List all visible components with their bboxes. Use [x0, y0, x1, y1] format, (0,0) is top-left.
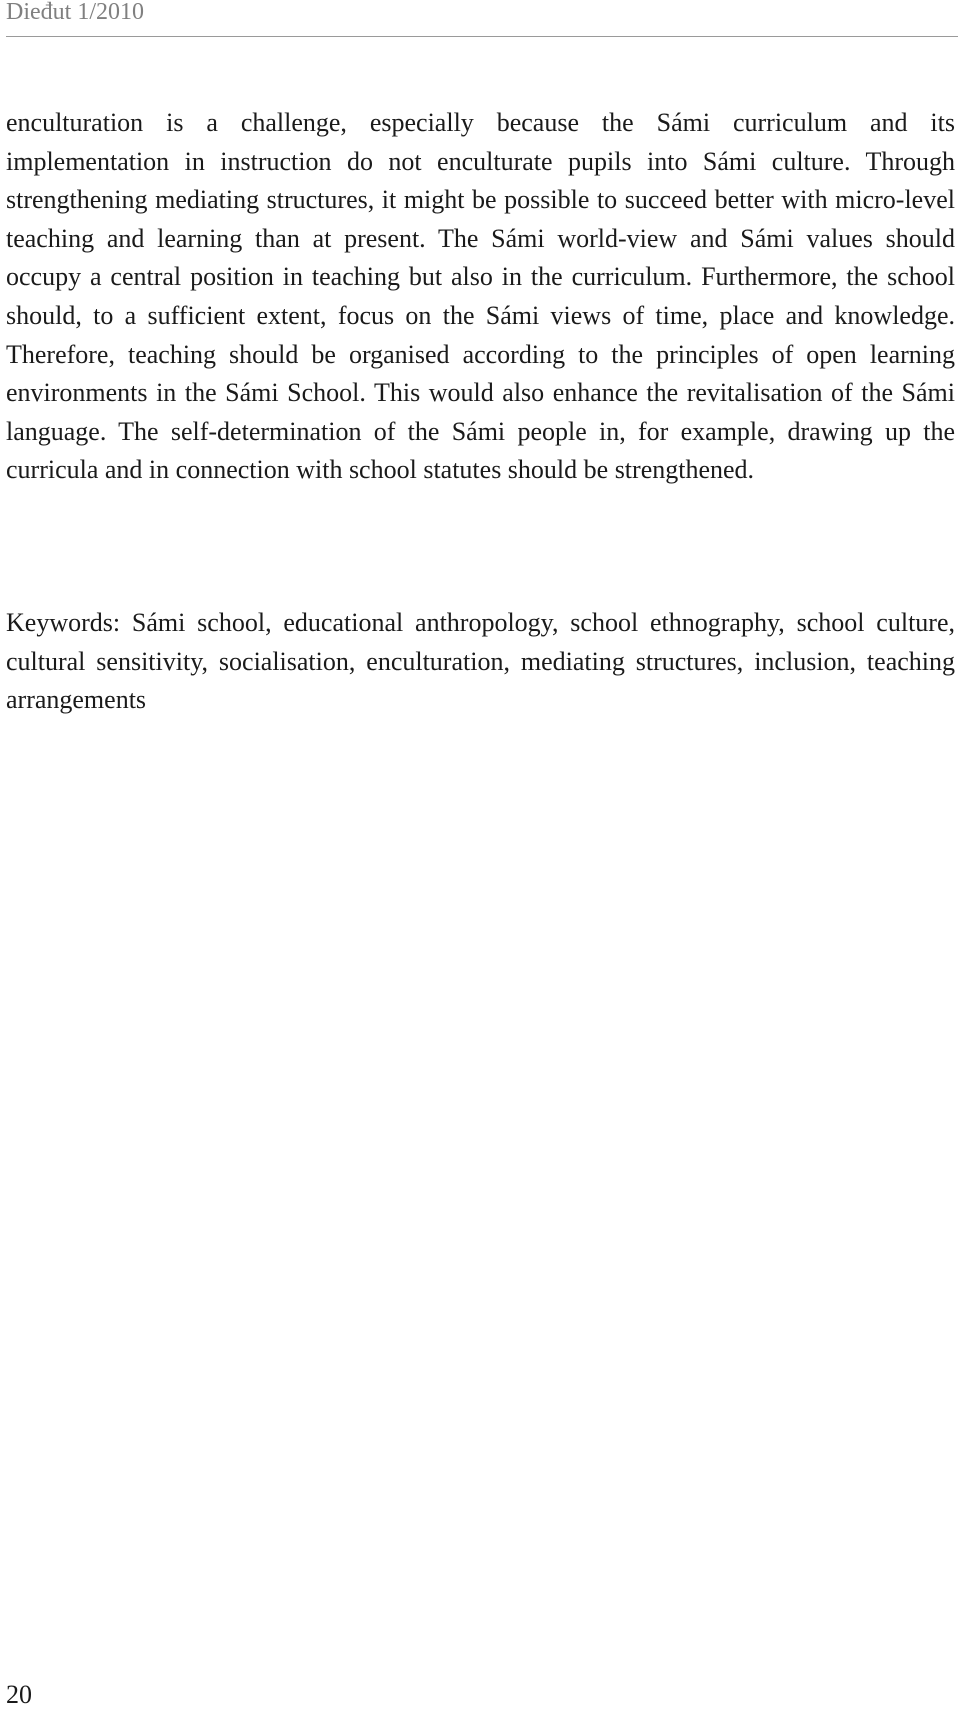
- keywords-paragraph: Keywords: Sámi school, educational anthropology, school ethnography, school culture, cultural sensitivity, socialisation, enculturation, mediating structures, inclusion, teaching arrangements: [6, 608, 955, 715]
- abstract-paragraph: enculturation is a challenge, especially because the Sámi curriculum and its implementation in instruction do not enculturate pupils into Sámi culture. Through strengthening mediating structures, it might be possible to succeed better with micro-level teaching and learning than at present. The Sámi world-view and Sámi values should occupy a central position in teaching but also in the curriculum. Furthermore, the school should, to a sufficient extent, focus on the Sámi views of time, place and knowledge. Therefore, teaching should be organised according to the principles of open learning environments in the Sámi School. This would also enhance the revitalisation of the Sámi language. The self-determination of the Sámi people in, for example, drawing up the curricula and in connection with school statutes should be strengthened.: [6, 108, 955, 485]
- page-number: 20: [6, 1680, 32, 1709]
- running-header-title: Dieđut 1/2010: [6, 0, 144, 25]
- running-header: [6, 0, 958, 37]
